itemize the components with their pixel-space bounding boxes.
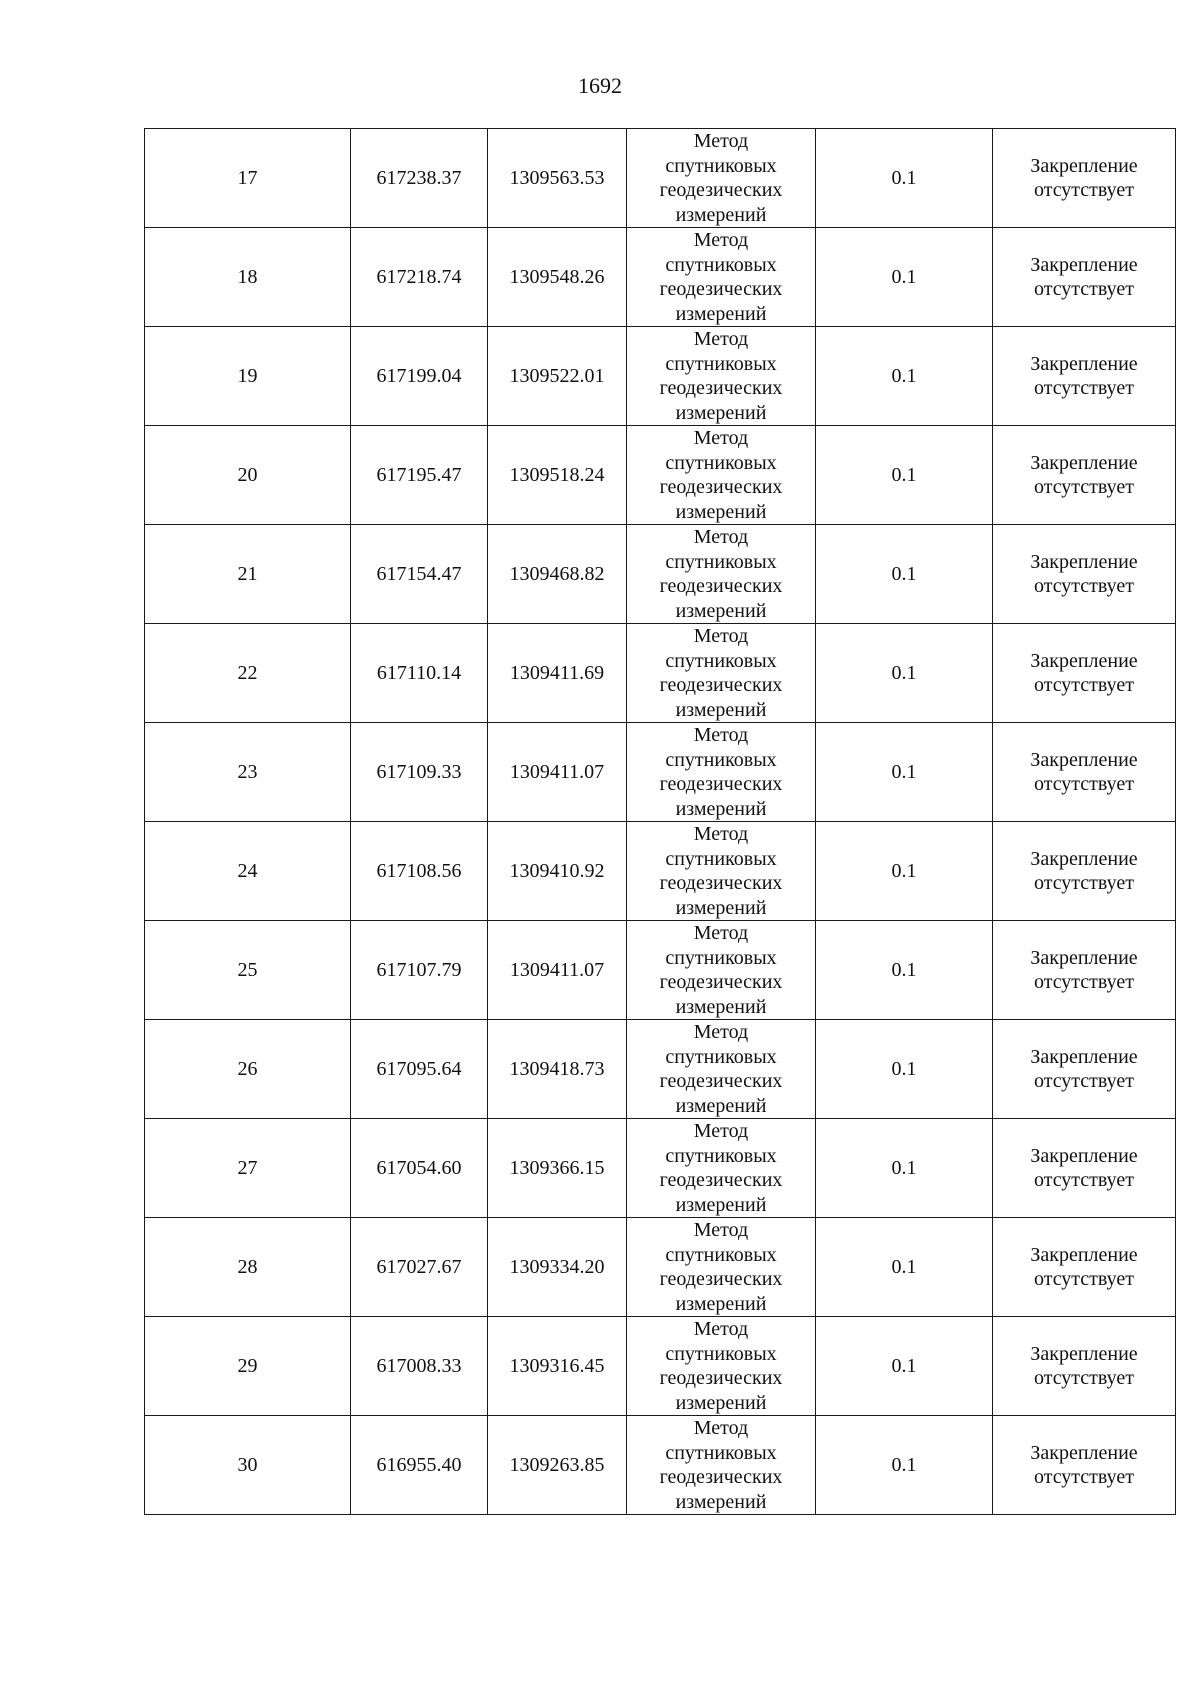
y-coordinate-cell: 1309411.07 (488, 921, 627, 1020)
fixation-cell-line: отсутствует (1033, 377, 1135, 399)
y-coordinate-cell: 1309410.92 (488, 822, 627, 921)
method-cell-line: спутниковых (665, 748, 777, 771)
method-cell (627, 822, 816, 921)
method-cell (627, 525, 816, 624)
x-coordinate-cell: 617110.14 (351, 624, 488, 723)
accuracy-cell: 0.1 (816, 921, 993, 1020)
method-cell-line: геодезических (659, 1268, 783, 1290)
fixation-cell-line: отсутствует (1033, 1367, 1135, 1389)
method-cell-line: геодезических (659, 1169, 783, 1191)
fixation-cell-line: Закрепление (1030, 650, 1138, 672)
point-number-cell: 24 (145, 822, 351, 921)
fixation-cell (993, 327, 1176, 426)
fixation-cell-line: отсутствует (1033, 1268, 1135, 1290)
method-cell-line: Метод (693, 1417, 749, 1439)
method-cell-line: спутниковых (665, 1243, 777, 1266)
accuracy-cell: 0.1 (816, 525, 993, 624)
method-cell (627, 624, 816, 723)
point-number-cell: 18 (145, 228, 351, 327)
x-coordinate-cell: 617108.56 (351, 822, 488, 921)
method-cell (627, 1416, 816, 1515)
fixation-cell (993, 129, 1176, 228)
method-cell-line: измерений (675, 203, 767, 226)
accuracy-cell: 0.1 (816, 1416, 993, 1515)
fixation-cell-line: Закрепление (1030, 1244, 1138, 1266)
fixation-cell-line: отсутствует (1033, 971, 1135, 993)
point-number-cell: 23 (145, 723, 351, 822)
method-cell (627, 426, 816, 525)
method-cell-line: геодезических (659, 179, 783, 201)
fixation-cell (993, 228, 1176, 327)
accuracy-cell: 0.1 (816, 228, 993, 327)
fixation-cell (993, 723, 1176, 822)
table-row (145, 723, 1176, 822)
method-cell-line: спутниковых (665, 1144, 777, 1167)
method-cell-line: измерений (675, 401, 767, 424)
method-cell-line: Метод (693, 922, 749, 944)
method-cell-line: спутниковых (665, 1342, 777, 1365)
fixation-cell (993, 1119, 1176, 1218)
table-row (145, 1119, 1176, 1218)
accuracy-cell: 0.1 (816, 129, 993, 228)
method-cell-line: измерений (675, 1094, 767, 1117)
method-cell-line: Метод (693, 823, 749, 845)
method-cell-line: Метод (693, 1120, 749, 1142)
fixation-cell (993, 426, 1176, 525)
method-cell (627, 1119, 816, 1218)
method-cell (627, 1218, 816, 1317)
method-cell-line: Метод (693, 130, 749, 152)
point-number-cell: 19 (145, 327, 351, 426)
fixation-cell-line: отсутствует (1033, 773, 1135, 795)
x-coordinate-cell: 617008.33 (351, 1317, 488, 1416)
coordinates-table (144, 128, 1176, 1515)
x-coordinate-cell: 617027.67 (351, 1218, 488, 1317)
method-cell (627, 1317, 816, 1416)
method-cell-line: геодезических (659, 674, 783, 696)
fixation-cell (993, 921, 1176, 1020)
method-cell-line: измерений (675, 698, 767, 721)
method-cell-line: измерений (675, 500, 767, 523)
point-number-cell: 29 (145, 1317, 351, 1416)
fixation-cell-line: Закрепление (1030, 1343, 1138, 1365)
method-cell-line: Метод (693, 229, 749, 251)
table-row (145, 327, 1176, 426)
method-cell-line: геодезических (659, 1070, 783, 1092)
method-cell (627, 327, 816, 426)
y-coordinate-cell: 1309316.45 (488, 1317, 627, 1416)
method-cell-line: Метод (693, 526, 749, 548)
fixation-cell (993, 1020, 1176, 1119)
table-row (145, 921, 1176, 1020)
method-cell-line: спутниковых (665, 352, 777, 375)
x-coordinate-cell: 617107.79 (351, 921, 488, 1020)
method-cell-line: измерений (675, 302, 767, 325)
table-row (145, 1218, 1176, 1317)
x-coordinate-cell: 617199.04 (351, 327, 488, 426)
accuracy-cell: 0.1 (816, 723, 993, 822)
y-coordinate-cell: 1309563.53 (488, 129, 627, 228)
fixation-cell (993, 624, 1176, 723)
point-number-cell: 17 (145, 129, 351, 228)
fixation-cell-line: Закрепление (1030, 353, 1138, 375)
method-cell-line: Метод (693, 724, 749, 746)
point-number-cell: 27 (145, 1119, 351, 1218)
fixation-cell-line: Закрепление (1030, 452, 1138, 474)
point-number-cell: 26 (145, 1020, 351, 1119)
y-coordinate-cell: 1309548.26 (488, 228, 627, 327)
method-cell-line: спутниковых (665, 946, 777, 969)
method-cell-line: Метод (693, 328, 749, 350)
x-coordinate-cell: 617095.64 (351, 1020, 488, 1119)
table-body (145, 129, 1176, 1515)
method-cell-line: геодезических (659, 377, 783, 399)
method-cell (627, 723, 816, 822)
method-cell (627, 1020, 816, 1119)
x-coordinate-cell: 617054.60 (351, 1119, 488, 1218)
method-cell-line: Метод (693, 1219, 749, 1241)
table-row (145, 822, 1176, 921)
method-cell-line: Метод (693, 1021, 749, 1043)
page-number: 1692 (578, 73, 622, 98)
point-number-cell: 20 (145, 426, 351, 525)
x-coordinate-cell: 617154.47 (351, 525, 488, 624)
fixation-cell-line: отсутствует (1033, 179, 1135, 201)
y-coordinate-cell: 1309411.69 (488, 624, 627, 723)
accuracy-cell: 0.1 (816, 1020, 993, 1119)
accuracy-cell: 0.1 (816, 822, 993, 921)
method-cell-line: измерений (675, 1193, 767, 1216)
fixation-cell-line: отсутствует (1033, 575, 1135, 597)
table-row (145, 1416, 1176, 1515)
point-number-cell: 22 (145, 624, 351, 723)
point-number-cell: 30 (145, 1416, 351, 1515)
method-cell (627, 921, 816, 1020)
accuracy-cell: 0.1 (816, 327, 993, 426)
x-coordinate-cell: 616955.40 (351, 1416, 488, 1515)
table-row (145, 228, 1176, 327)
fixation-cell-line: отсутствует (1033, 1169, 1135, 1191)
method-cell (627, 129, 816, 228)
fixation-cell (993, 1218, 1176, 1317)
method-cell-line: измерений (675, 896, 767, 919)
fixation-cell (993, 822, 1176, 921)
method-cell-line: измерений (675, 1292, 767, 1315)
y-coordinate-cell: 1309366.15 (488, 1119, 627, 1218)
method-cell-line: геодезических (659, 476, 783, 498)
method-cell-line: спутниковых (665, 847, 777, 870)
fixation-cell-line: Закрепление (1030, 848, 1138, 870)
method-cell-line: геодезических (659, 773, 783, 795)
method-cell-line: измерений (675, 995, 767, 1018)
fixation-cell-line: Закрепление (1030, 155, 1138, 177)
table-row (145, 624, 1176, 723)
fixation-cell-line: Закрепление (1030, 749, 1138, 771)
y-coordinate-cell: 1309522.01 (488, 327, 627, 426)
method-cell-line: спутниковых (665, 1441, 777, 1464)
method-cell-line: измерений (675, 1391, 767, 1414)
fixation-cell-line: Закрепление (1030, 254, 1138, 276)
point-number-cell: 28 (145, 1218, 351, 1317)
table-row (145, 525, 1176, 624)
method-cell-line: измерений (675, 599, 767, 622)
fixation-cell-line: Закрепление (1030, 551, 1138, 573)
fixation-cell-line: отсутствует (1033, 476, 1135, 498)
method-cell-line: спутниковых (665, 649, 777, 672)
method-cell-line: Метод (693, 625, 749, 647)
method-cell-line: Метод (693, 427, 749, 449)
accuracy-cell: 0.1 (816, 426, 993, 525)
y-coordinate-cell: 1309518.24 (488, 426, 627, 525)
method-cell-line: геодезических (659, 872, 783, 894)
table-row (145, 426, 1176, 525)
fixation-cell-line: Закрепление (1030, 1046, 1138, 1068)
table-row (145, 1020, 1176, 1119)
fixation-cell-line: Закрепление (1030, 947, 1138, 969)
x-coordinate-cell: 617109.33 (351, 723, 488, 822)
fixation-cell-line: отсутствует (1033, 872, 1135, 894)
fixation-cell-line: отсутствует (1033, 1070, 1135, 1092)
point-number-cell: 21 (145, 525, 351, 624)
accuracy-cell: 0.1 (816, 1317, 993, 1416)
fixation-cell (993, 525, 1176, 624)
method-cell-line: геодезических (659, 278, 783, 300)
method-cell-line: геодезических (659, 1367, 783, 1389)
fixation-cell (993, 1416, 1176, 1515)
point-number-cell: 25 (145, 921, 351, 1020)
y-coordinate-cell: 1309418.73 (488, 1020, 627, 1119)
fixation-cell (993, 1317, 1176, 1416)
method-cell-line: геодезических (659, 971, 783, 993)
x-coordinate-cell: 617218.74 (351, 228, 488, 327)
x-coordinate-cell: 617195.47 (351, 426, 488, 525)
method-cell-line: спутниковых (665, 253, 777, 276)
table-row (145, 129, 1176, 228)
method-cell-line: геодезических (659, 1466, 783, 1488)
method-cell-line: измерений (675, 797, 767, 820)
y-coordinate-cell: 1309468.82 (488, 525, 627, 624)
accuracy-cell: 0.1 (816, 1218, 993, 1317)
method-cell-line: спутниковых (665, 154, 777, 177)
method-cell-line: измерений (675, 1490, 767, 1513)
accuracy-cell: 0.1 (816, 624, 993, 723)
method-cell (627, 228, 816, 327)
fixation-cell-line: отсутствует (1033, 278, 1135, 300)
method-cell-line: спутниковых (665, 451, 777, 474)
method-cell-line: спутниковых (665, 550, 777, 573)
fixation-cell-line: Закрепление (1030, 1145, 1138, 1167)
fixation-cell-line: Закрепление (1030, 1442, 1138, 1464)
method-cell-line: Метод (693, 1318, 749, 1340)
table-row (145, 1317, 1176, 1416)
fixation-cell-line: отсутствует (1033, 674, 1135, 696)
fixation-cell-line: отсутствует (1033, 1466, 1135, 1488)
method-cell-line: геодезических (659, 575, 783, 597)
y-coordinate-cell: 1309411.07 (488, 723, 627, 822)
x-coordinate-cell: 617238.37 (351, 129, 488, 228)
y-coordinate-cell: 1309263.85 (488, 1416, 627, 1515)
method-cell-line: спутниковых (665, 1045, 777, 1068)
y-coordinate-cell: 1309334.20 (488, 1218, 627, 1317)
accuracy-cell: 0.1 (816, 1119, 993, 1218)
